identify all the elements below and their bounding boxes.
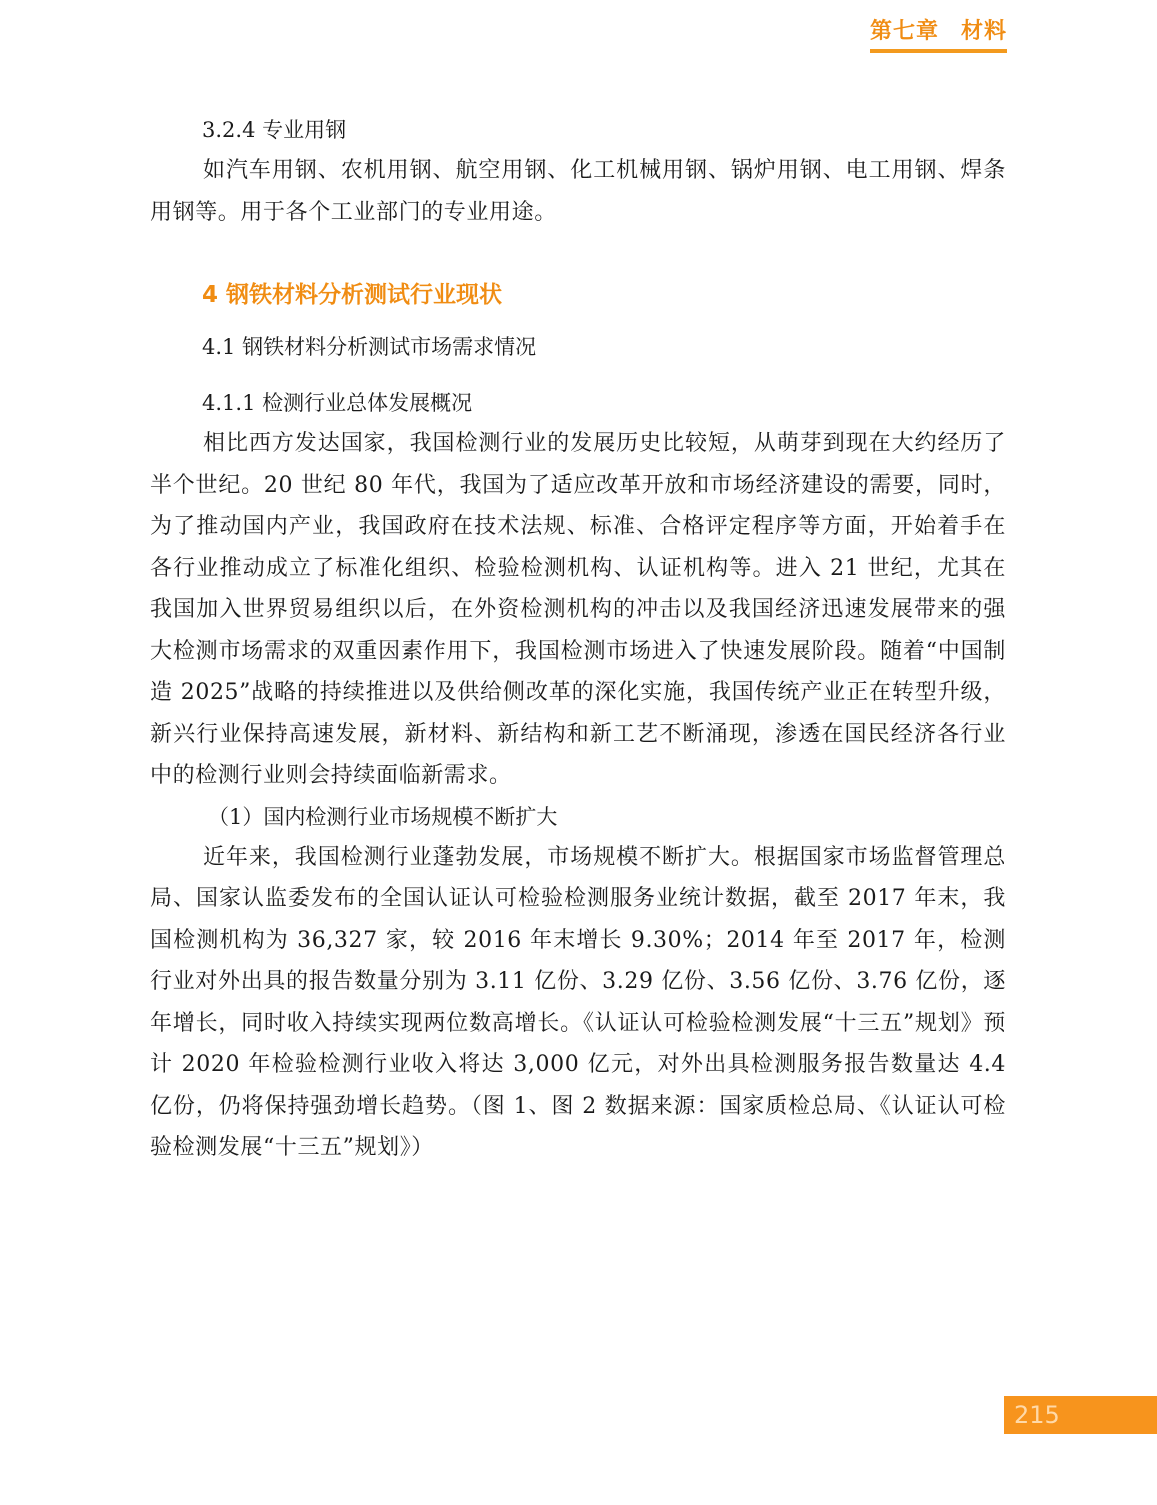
subsection-heading-4-1: 4.1 钢铁材料分析测试市场需求情况 bbox=[202, 335, 537, 359]
item-heading-1: （1）国内检测行业市场规模不断扩大 bbox=[208, 804, 558, 829]
paragraph-market-scale: 近年来，我国检测行业蓬勃发展，市场规模不断扩大。根据国家市场监督管理总局、国家认监委发布的全国认证认可检验检测服务业统计数据，截至 2017 年末，我国检测机构为 36,327 家，较 2016 年末增长 9.30%；2014 年至 2017 年，检测行业对外出具的报告数量分别为 3.11 亿份、3.29 亿份、3.56 亿份、3.76 亿份，逐年增长，同时收入持续实现两位数高增长。《认证认可检验检测发展“十三五”规划》预计 2020 年检验检测行业收入将达 3,000 亿元，对外出具检测服务报告数量达 4.4 亿份，仍将保持强劲增长趋势。（图 1、图 2 数据来源：国家质检总局、《认证认可检验检测发展“十三五”规划》） bbox=[150, 844, 1006, 1160]
chapter-header bbox=[870, 14, 1007, 53]
section-title-4: 4 钢铁材料分析测试行业现状 bbox=[202, 282, 503, 308]
page-number: 215 bbox=[1004, 1396, 1157, 1434]
chapter-number: 第七章 bbox=[869, 19, 939, 44]
chapter-title: 材料 bbox=[960, 19, 1007, 44]
paragraph-special-steel: 如汽车用钢、农机用钢、航空用钢、化工机械用钢、锅炉用钢、电工用钢、焊条用钢等。用于各个工业部门的专业用途。 bbox=[150, 158, 1006, 225]
subsection-heading-4-1-1: 4.1.1 检测行业总体发展概况 bbox=[202, 391, 473, 415]
page-body bbox=[150, 110, 1006, 1169]
subsection-heading-3-2-4: 3.2.4 专业用钢 bbox=[202, 118, 347, 142]
paragraph-industry-overview: 相比西方发达国家，我国检测行业的发展历史比较短，从萌芽到现在大约经历了半个世纪。20 世纪 80 年代，我国为了适应改革开放和市场经济建设的需要，同时，为了推动国内产业，我国政府在技术法规、标准、合格评定程序等方面，开始着手在各行业推动成立了标准化组织、检验检测机构、认证机构等。进入 21 世纪，尤其在我国加入世界贸易组织以后，在外资检测机构的冲击以及我国经济迅速发展带来的强大检测市场需求的双重因素作用下，我国检测市场进入了快速发展阶段。随着“中国制造 2025”战略的持续推进以及供给侧改革的深化实施，我国传统产业正在转型升级，新兴行业保持高速发展，新材料、新结构和新工艺不断涌现，渗透在国民经济各行业中的检测行业则会持续面临新需求。 bbox=[150, 431, 1006, 788]
